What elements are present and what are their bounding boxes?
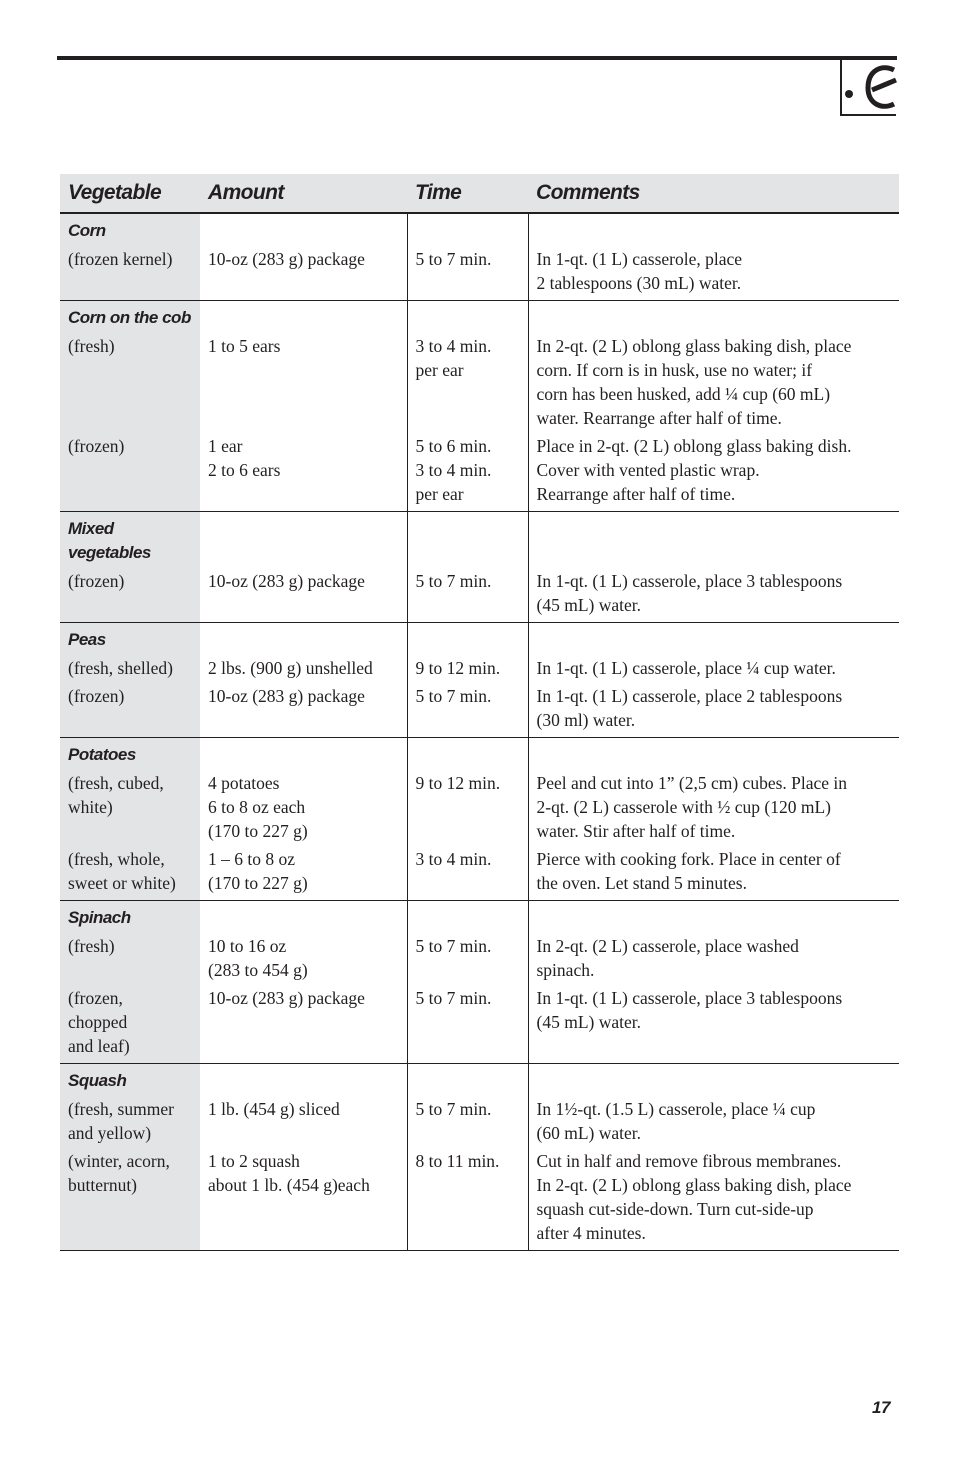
comments-cell <box>528 843 899 901</box>
table-row <box>60 243 899 301</box>
time-cell <box>407 843 528 901</box>
amount-text: 10-oz (283 g) package <box>208 686 365 706</box>
comments-text: squash cut-side-down. Turn cut-side-up <box>536 1199 814 1219</box>
empty-cell <box>528 213 899 243</box>
group-name-cell <box>60 512 200 566</box>
group-name-cell <box>60 1064 200 1094</box>
time-text: 9 to 12 min. <box>415 773 501 793</box>
group-heading-row <box>60 901 899 931</box>
empty-cell <box>200 1064 407 1094</box>
table-row <box>60 565 899 623</box>
empty-cell <box>407 901 528 931</box>
vegetable-text: butternut) <box>68 1175 138 1195</box>
group-name-cell <box>60 901 200 931</box>
amount-text: 6 to 8 oz each <box>208 797 306 817</box>
time-cell <box>407 565 528 623</box>
time-cell <box>407 982 528 1064</box>
vegetable-text: (frozen kernel) <box>68 249 173 269</box>
group-name-cell <box>60 213 200 243</box>
vegetable-text: and yellow) <box>68 1123 152 1143</box>
amount-text: 2 to 6 ears <box>208 460 281 480</box>
table-body <box>60 213 899 1251</box>
table-row <box>60 1093 899 1145</box>
empty-cell <box>200 213 407 243</box>
time-cell <box>407 1145 528 1251</box>
empty-cell <box>528 738 899 768</box>
comments-text: In 1-qt. (1 L) casserole, place ¼ cup water. <box>536 658 836 678</box>
amount-text: 1 to 5 ears <box>208 336 281 356</box>
vegetable-text: (fresh, whole, <box>68 849 165 869</box>
comments-text: the oven. Let stand 5 minutes. <box>536 873 747 893</box>
comments-cell <box>528 680 899 738</box>
time-text: 3 to 4 min. <box>415 849 492 869</box>
vegetable-cell <box>60 843 200 901</box>
amount-cell <box>200 330 407 430</box>
time-cell <box>407 1093 528 1145</box>
comments-text: (45 mL) water. <box>536 595 641 615</box>
vegetable-cell <box>60 982 200 1064</box>
empty-cell <box>528 623 899 653</box>
comments-text: In 2-qt. (2 L) casserole, place washed <box>536 936 799 956</box>
time-cell <box>407 680 528 738</box>
amount-cell <box>200 680 407 738</box>
amount-cell <box>200 1093 407 1145</box>
empty-cell <box>407 301 528 331</box>
comments-text: (45 mL) water. <box>536 1012 641 1032</box>
empty-cell <box>528 512 899 566</box>
time-text: 8 to 11 min. <box>415 1151 500 1171</box>
amount-cell <box>200 652 407 680</box>
vegetable-text: (frozen) <box>68 686 125 706</box>
amount-text: 10-oz (283 g) package <box>208 571 365 591</box>
vegetable-cell <box>60 330 200 430</box>
header-vegetable: Vegetable <box>60 174 200 213</box>
vegetable-text: chopped <box>68 1012 128 1032</box>
empty-cell <box>407 1064 528 1094</box>
vegetable-text: (frozen, <box>68 988 123 1008</box>
header-comments: Comments <box>528 174 899 213</box>
comments-cell <box>528 1145 899 1251</box>
amount-cell <box>200 565 407 623</box>
time-text: 5 to 7 min. <box>415 936 492 956</box>
amount-text: 2 lbs. (900 g) unshelled <box>208 658 373 678</box>
time-text: 3 to 4 min. <box>415 336 492 356</box>
vegetable-text: (fresh, summer <box>68 1099 174 1119</box>
group-name-cell <box>60 623 200 653</box>
amount-cell <box>200 430 407 512</box>
comments-cell <box>528 930 899 982</box>
table-row <box>60 652 899 680</box>
vegetable-text: (fresh, shelled) <box>68 658 173 678</box>
amount-cell <box>200 843 407 901</box>
group-heading-row <box>60 512 899 566</box>
comments-text: (30 ml) water. <box>536 710 636 730</box>
comments-text: Peel and cut into 1” (2,5 cm) cubes. Place in <box>536 773 848 793</box>
table-row <box>60 1145 899 1251</box>
cooking-guide-table <box>60 174 899 1251</box>
comments-text: 2 tablespoons (30 mL) water. <box>536 273 742 293</box>
group-heading-row <box>60 301 899 331</box>
amount-text: 10-oz (283 g) package <box>208 249 365 269</box>
vegetable-text: sweet or white) <box>68 873 176 893</box>
group-name: Mixed <box>68 519 114 538</box>
vegetable-cell <box>60 652 200 680</box>
comments-text: corn. If corn is in husk, use no water; if <box>536 360 813 380</box>
amount-cell <box>200 767 407 843</box>
group-name: Corn on the cob <box>68 308 191 327</box>
time-text: 5 to 7 min. <box>415 249 492 269</box>
amount-text: 10-oz (283 g) package <box>208 988 365 1008</box>
table-row <box>60 430 899 512</box>
empty-cell <box>528 1064 899 1094</box>
comments-text: In 2-qt. (2 L) oblong glass baking dish, place <box>536 336 852 356</box>
time-text: per ear <box>415 484 464 504</box>
group-name: Spinach <box>68 908 131 927</box>
empty-cell <box>407 213 528 243</box>
group-heading-row <box>60 738 899 768</box>
vegetable-text: and leaf) <box>68 1036 130 1056</box>
vegetable-text: (fresh) <box>68 336 115 356</box>
header-amount: Amount <box>200 174 407 213</box>
amount-cell <box>200 930 407 982</box>
amount-cell <box>200 982 407 1064</box>
vegetable-cell <box>60 680 200 738</box>
time-text: 5 to 6 min. <box>415 436 492 456</box>
comments-text: Pierce with cooking fork. Place in center of <box>536 849 841 869</box>
time-text: 5 to 7 min. <box>415 686 492 706</box>
time-cell <box>407 330 528 430</box>
comments-text: after 4 minutes. <box>536 1223 646 1243</box>
table-row <box>60 680 899 738</box>
group-heading-row <box>60 623 899 653</box>
vegetable-text: (winter, acorn, <box>68 1151 170 1171</box>
time-cell <box>407 430 528 512</box>
time-cell <box>407 930 528 982</box>
comments-cell <box>528 243 899 301</box>
comments-text: In 1-qt. (1 L) casserole, place 3 tablespoons <box>536 988 843 1008</box>
group-heading-row <box>60 1064 899 1094</box>
comments-cell <box>528 330 899 430</box>
table-row <box>60 843 899 901</box>
empty-cell <box>407 623 528 653</box>
empty-cell <box>407 738 528 768</box>
brand-logo-mark <box>842 58 898 116</box>
amount-text: 1 ear <box>208 436 243 456</box>
amount-text: 1 to 2 squash <box>208 1151 300 1171</box>
comments-text: Rearrange after half of time. <box>536 484 736 504</box>
comments-text: In 1-qt. (1 L) casserole, place <box>536 249 743 269</box>
comments-text: In 1½-qt. (1.5 L) casserole, place ¼ cup <box>536 1099 816 1119</box>
table-row <box>60 930 899 982</box>
table-row <box>60 330 899 430</box>
time-text: per ear <box>415 360 464 380</box>
amount-text: (283 to 454 g) <box>208 960 308 980</box>
amount-text: about 1 lb. (454 g)each <box>208 1175 370 1195</box>
comments-text: Cover with vented plastic wrap. <box>536 460 760 480</box>
group-name-cell <box>60 301 200 331</box>
vegetable-cell <box>60 430 200 512</box>
amount-cell <box>200 243 407 301</box>
comments-cell <box>528 652 899 680</box>
comments-text: Place in 2-qt. (2 L) oblong glass baking dish. <box>536 436 852 456</box>
comments-cell <box>528 982 899 1064</box>
comments-text: water. Stir after half of time. <box>536 821 736 841</box>
comments-cell <box>528 565 899 623</box>
table-row <box>60 982 899 1064</box>
vegetable-text: (frozen) <box>68 436 125 456</box>
amount-cell <box>200 1145 407 1251</box>
comments-text: Cut in half and remove fibrous membranes. <box>536 1151 842 1171</box>
vegetable-cell <box>60 767 200 843</box>
comments-cell <box>528 767 899 843</box>
comments-text: (60 mL) water. <box>536 1123 641 1143</box>
time-text: 3 to 4 min. <box>415 460 492 480</box>
table-row <box>60 767 899 843</box>
group-name: Potatoes <box>68 745 136 764</box>
vegetable-text: white) <box>68 797 113 817</box>
table-header-row <box>60 174 899 213</box>
brand-logo-icon <box>840 58 896 116</box>
vegetable-cell <box>60 1093 200 1145</box>
time-text: 5 to 7 min. <box>415 1099 492 1119</box>
empty-cell <box>200 301 407 331</box>
amount-text: 10 to 16 oz <box>208 936 287 956</box>
group-name: Peas <box>68 630 106 649</box>
time-cell <box>407 243 528 301</box>
vegetable-text: (frozen) <box>68 571 125 591</box>
amount-text: (170 to 227 g) <box>208 873 308 893</box>
empty-cell <box>528 901 899 931</box>
amount-text: 4 potatoes <box>208 773 280 793</box>
top-rule <box>57 56 897 60</box>
comments-cell <box>528 1093 899 1145</box>
comments-text: spinach. <box>536 960 595 980</box>
group-name-cell <box>60 738 200 768</box>
time-text: 9 to 12 min. <box>415 658 501 678</box>
comments-text: 2-qt. (2 L) casserole with ½ cup (120 mL) <box>536 797 832 817</box>
header-time: Time <box>407 174 528 213</box>
time-text: 5 to 7 min. <box>415 571 492 591</box>
group-name: Squash <box>68 1071 127 1090</box>
vegetable-cell <box>60 1145 200 1251</box>
vegetable-cell <box>60 930 200 982</box>
vegetable-text: (fresh, cubed, <box>68 773 164 793</box>
empty-cell <box>200 738 407 768</box>
group-heading-row <box>60 213 899 243</box>
page-number: 17 <box>872 1398 890 1417</box>
comments-cell <box>528 430 899 512</box>
empty-cell <box>200 623 407 653</box>
comments-text: In 1-qt. (1 L) casserole, place 3 tablespoons <box>536 571 843 591</box>
time-cell <box>407 767 528 843</box>
comments-text: water. Rearrange after half of time. <box>536 408 782 428</box>
group-name: Corn <box>68 221 106 240</box>
empty-cell <box>407 512 528 566</box>
time-cell <box>407 652 528 680</box>
vegetable-cell <box>60 243 200 301</box>
comments-text: In 2-qt. (2 L) oblong glass baking dish, place <box>536 1175 852 1195</box>
group-name: vegetables <box>68 543 151 562</box>
amount-text: 1 lb. (454 g) sliced <box>208 1099 340 1119</box>
comments-text: corn has been husked, add ¼ cup (60 mL) <box>536 384 831 404</box>
amount-text: (170 to 227 g) <box>208 821 308 841</box>
empty-cell <box>528 301 899 331</box>
vegetable-cell <box>60 565 200 623</box>
vegetable-text: (fresh) <box>68 936 115 956</box>
empty-cell <box>200 901 407 931</box>
comments-text: In 1-qt. (1 L) casserole, place 2 tablespoons <box>536 686 843 706</box>
empty-cell <box>200 512 407 566</box>
amount-text: 1 – 6 to 8 oz <box>208 849 296 869</box>
time-text: 5 to 7 min. <box>415 988 492 1008</box>
